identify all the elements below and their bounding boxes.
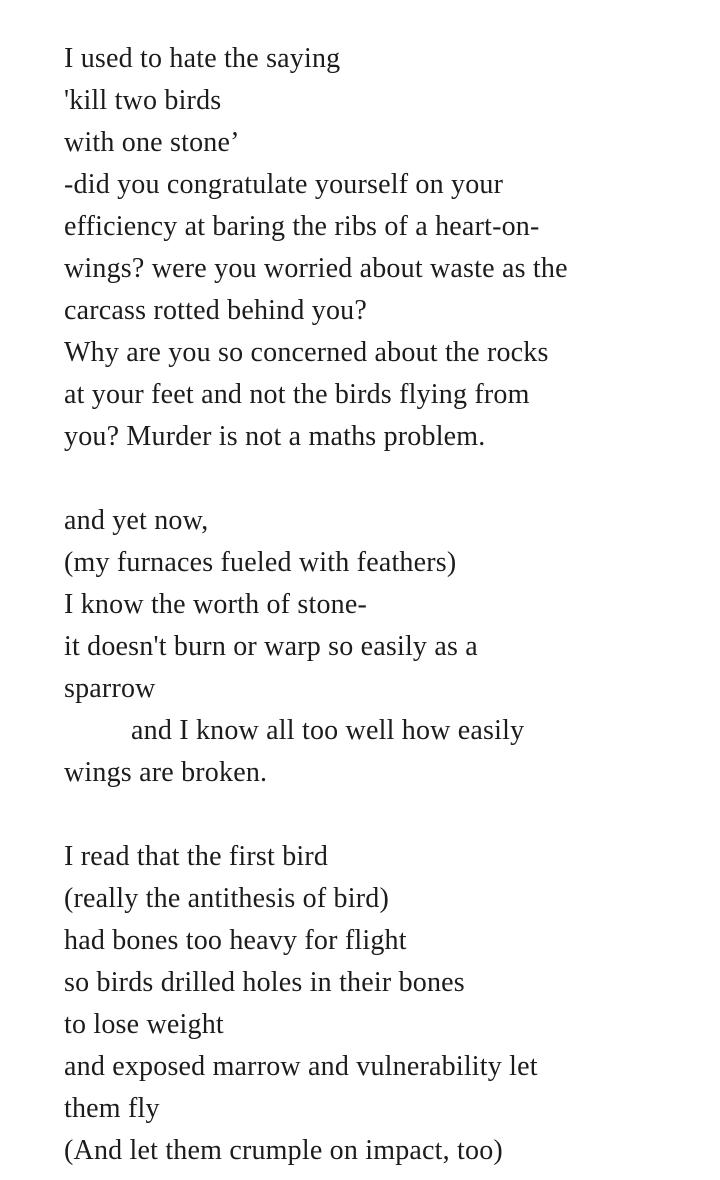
- stanza-1: [64, 38, 704, 458]
- stanza-2: [64, 500, 704, 794]
- poem-line: I read that the first bird: [64, 841, 329, 872]
- poem-line: Why are you so concerned about the rocks: [64, 337, 549, 368]
- poem-text: [64, 38, 704, 1172]
- poem-line: sparrow: [64, 673, 156, 704]
- poem-line: wings are broken.: [64, 757, 268, 788]
- poem-line: to lose weight: [64, 1009, 224, 1040]
- poem-line: and exposed marrow and vulnerability let: [64, 1051, 538, 1082]
- poem-line-indented: and I know all too well how easily: [131, 715, 525, 746]
- poem-line: (really the antithesis of bird): [64, 883, 389, 914]
- poem-line: I know the worth of stone-: [64, 589, 368, 620]
- poem-line: it doesn't burn or warp so easily as a: [64, 631, 478, 662]
- stanza-3: [64, 836, 704, 1172]
- poem-line: (And let them crumple on impact, too): [64, 1135, 503, 1166]
- poem-line: 'kill two birds: [64, 85, 222, 116]
- poem-line: you? Murder is not a maths problem.: [64, 421, 486, 452]
- poem-line: at your feet and not the birds flying from: [64, 379, 530, 410]
- poem-line: and yet now,: [64, 505, 209, 536]
- poem-line: had bones too heavy for flight: [64, 925, 407, 956]
- poem-line: so birds drilled holes in their bones: [64, 967, 465, 998]
- poem-line: efficiency at baring the ribs of a heart-on-: [64, 211, 540, 242]
- poem-line: I used to hate the saying: [64, 43, 341, 74]
- poem-line: with one stone’: [64, 127, 240, 158]
- poem-line: (my furnaces fueled with feathers): [64, 547, 457, 578]
- poem-line: them fly: [64, 1093, 160, 1124]
- poem-line: -did you congratulate yourself on your: [64, 169, 504, 200]
- poem-line: wings? were you worried about waste as the: [64, 253, 568, 284]
- poem-line: carcass rotted behind you?: [64, 295, 367, 326]
